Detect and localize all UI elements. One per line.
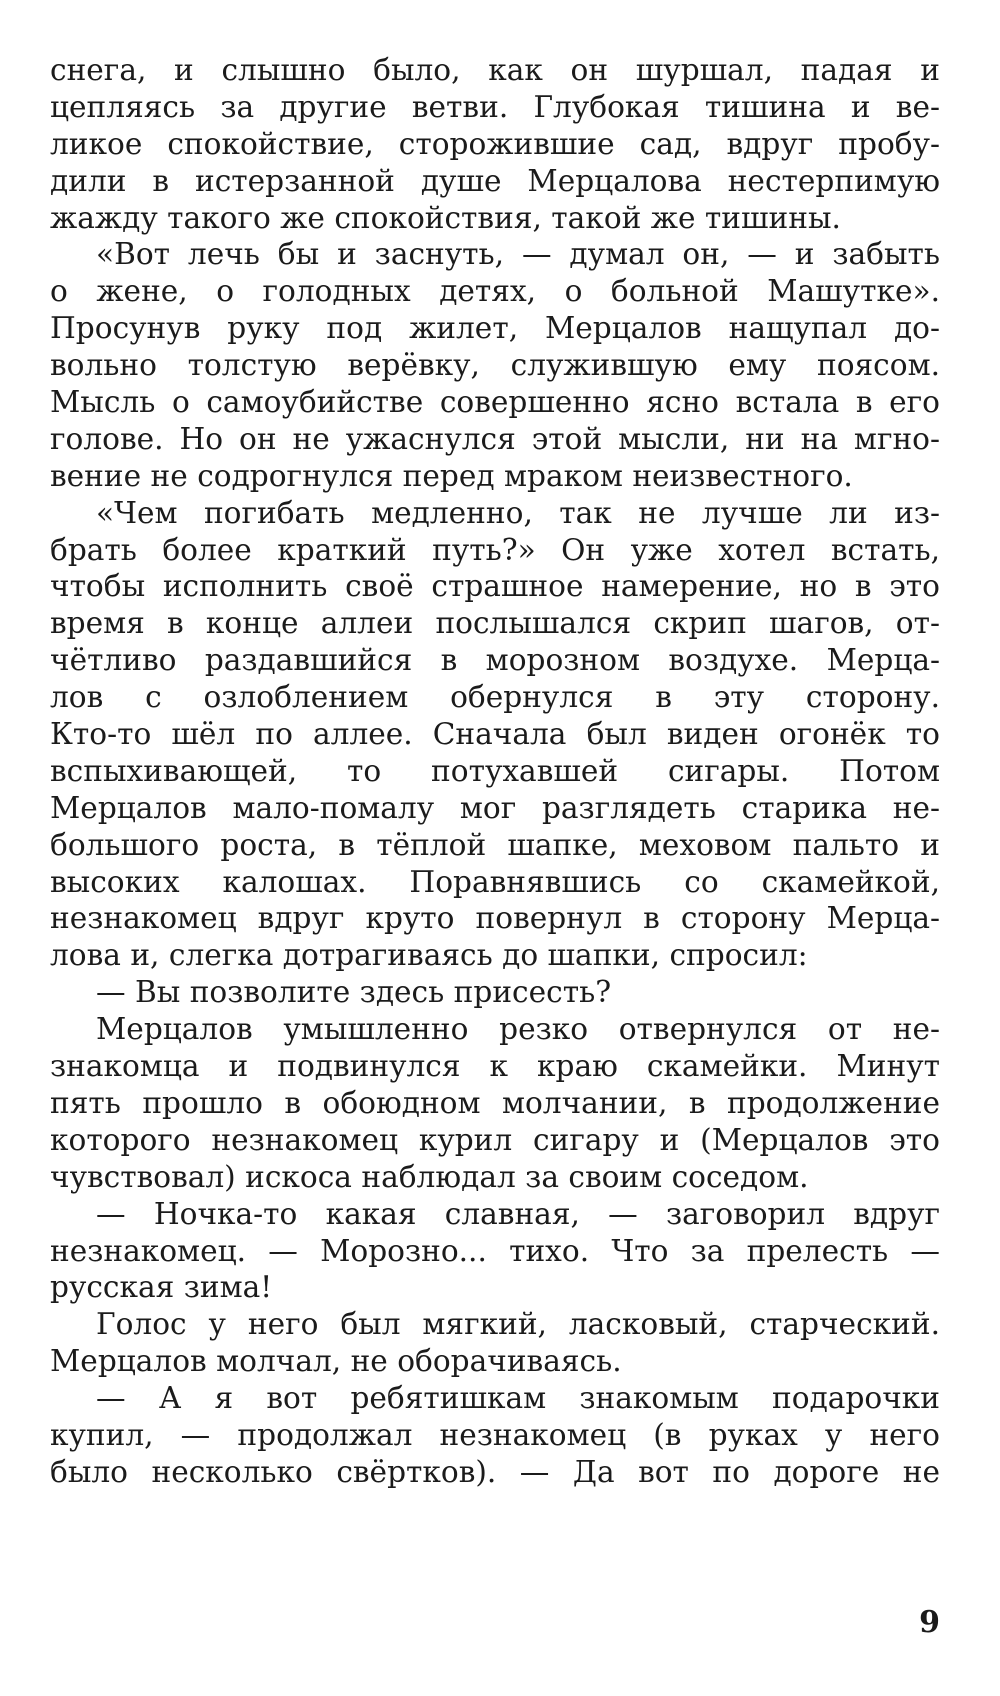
text-line: цепляясь за другие ветви. Глубокая тишина и ве- [50, 89, 940, 124]
text-line: лов с озлоблением обернулся в эту сторону. [50, 680, 940, 715]
text-line: ликое спокойствие, сторожившие сад, вдруг пробу- [50, 126, 940, 161]
text-line: купил, — продолжал незнакомец (в руках у него [50, 1417, 940, 1452]
text-line: «Чем погибать медленно, так не лучше ли из- [96, 495, 940, 530]
text-line: брать более краткий путь?» Он уже хотел встать, [50, 532, 940, 567]
text-line: русская зима! [50, 1270, 273, 1305]
text-line: время в конце аллеи послышался скрип шагов, от- [50, 606, 940, 641]
text-line: которого незнакомец курил сигару и (Мерцалов это [50, 1122, 940, 1157]
text-line: Просунув руку под жилет, Мерцалов нащупал до- [50, 311, 940, 346]
text-line: высоких калошах. Поравнявшись со скамейкой, [50, 864, 940, 899]
text-line: вспыхивающей, то потухавшей сигары. Потом [50, 753, 940, 788]
text-line: дили в истерзанной душе Мерцалова нестерпимую [50, 163, 940, 198]
text-line: было несколько свёртков). — Да вот по дороге не [50, 1454, 940, 1489]
text-body [50, 52, 940, 1491]
text-line: незнакомец. — Морозно... тихо. Что за прелесть — [50, 1233, 940, 1268]
text-line: вение не содрогнулся перед мраком неизвестного. [50, 458, 853, 493]
text-line: чётливо раздавшийся в морозном воздухе. Мерца- [50, 643, 940, 678]
text-line: Кто-то шёл по аллее. Сначала был виден огонёк то [50, 717, 940, 752]
text-line: голове. Но он не ужаснулся этой мысли, ни на мгно- [50, 421, 940, 456]
text-line: знакомца и подвинулся к краю скамейки. Минут [50, 1049, 940, 1084]
text-line: снега, и слышно было, как он шуршал, падая и [50, 53, 940, 87]
text-line: вольно толстую верёвку, служившую ему поясом. [50, 348, 940, 383]
text-line: чувствовал) искоса наблюдал за своим соседом. [50, 1159, 809, 1194]
text-line: жажду такого же спокойствия, такой же тишины. [50, 200, 841, 235]
text-line: пять прошло в обоюдном молчании, в продолжение [50, 1085, 940, 1120]
text-line: Мерцалов мало-помалу мог разглядеть старика не- [50, 790, 940, 825]
text-line: — Вы позволите здесь присесть? [96, 975, 612, 1010]
text-line: — А я вот ребятишкам знакомым подарочки [96, 1381, 940, 1416]
text-line: чтобы исполнить своё страшное намерение, но в это [50, 569, 940, 604]
text-line: Голос у него был мягкий, ласковый, старческий. [96, 1307, 940, 1342]
text-line: «Вот лечь бы и заснуть, — думал он, — и забыть [96, 237, 940, 272]
page-number: 9 [919, 1605, 940, 1640]
text-line: большого роста, в тёплой шапке, меховом пальто и [50, 827, 940, 862]
text-line: Мерцалов умышленно резко отвернулся от не- [96, 1012, 940, 1047]
text-line: Мерцалов молчал, не оборачиваясь. [50, 1344, 622, 1379]
text-line: Мысль о самоубийстве совершенно ясно встала в его [50, 385, 940, 420]
text-line: — Ночка-то какая славная, — заговорил вдруг [96, 1196, 940, 1231]
text-line: о жене, о голодных детях, о больной Машутке». [50, 274, 940, 309]
text-line: лова и, слегка дотрагиваясь до шапки, спросил: [50, 938, 808, 973]
text-line: незнакомец вдруг круто повернул в сторону Мерца- [50, 901, 940, 936]
